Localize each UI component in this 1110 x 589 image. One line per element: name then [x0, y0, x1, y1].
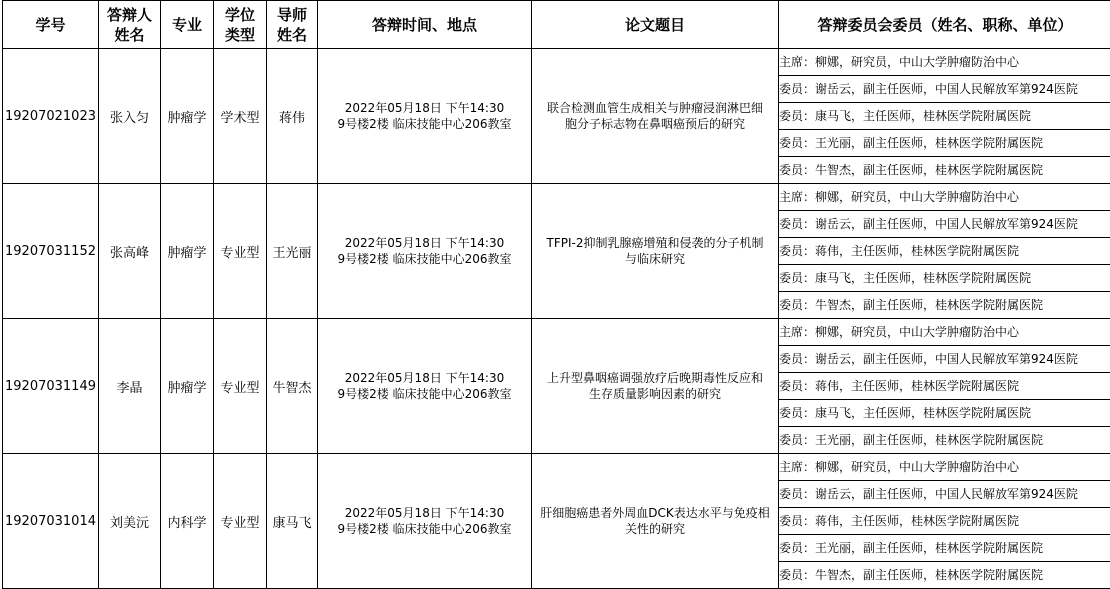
thesis-title-line1: 联合检测血管生成相关与肿瘤浸润淋巴细: [532, 100, 778, 116]
student-name-cell: 刘美沅: [99, 454, 161, 589]
header-degree: [214, 1, 267, 49]
degree-type-cell: 学术型: [214, 49, 267, 184]
committee-member-cell: 委员：康马飞，主任医师，桂林医学院附属医院: [779, 265, 1110, 292]
committee-member-cell: 委员：谢岳云，副主任医师，中国人民解放军第924医院: [779, 346, 1110, 373]
header-name-line2: 姓名: [99, 25, 160, 45]
committee-member-cell: 委员：王光丽，副主任医师，桂林医学院附属医院: [779, 130, 1110, 157]
advisor-cell: 蒋伟: [267, 49, 318, 184]
committee-member-cell: 委员：蒋伟，主任医师，桂林医学院附属医院: [779, 238, 1110, 265]
table-row: [3, 454, 1110, 481]
committee-member-cell: 委员：康马飞，主任医师，桂林医学院附属医院: [779, 103, 1110, 130]
committee-member-cell: 委员：王光丽，副主任医师，桂林医学院附属医院: [779, 427, 1110, 454]
header-time-place: 答辩时间、地点: [318, 1, 532, 49]
committee-member-cell: 委员：牛智杰，副主任医师，桂林医学院附属医院: [779, 562, 1110, 589]
committee-member-cell: 委员：蒋伟，主任医师，桂林医学院附属医院: [779, 373, 1110, 400]
student-id-cell: 19207031152: [3, 184, 99, 319]
thesis-title-line1: 上升型鼻咽癌调强放疗后晚期毒性反应和: [532, 370, 778, 386]
major-cell: 肿瘤学: [161, 49, 214, 184]
committee-member-cell: 主席：柳娜，研究员，中山大学肿瘤防治中心: [779, 49, 1110, 76]
committee-member-cell: 委员：牛智杰，副主任医师，桂林医学院附属医院: [779, 292, 1110, 319]
student-id-cell: 19207031014: [3, 454, 99, 589]
student-id-cell: 19207031149: [3, 319, 99, 454]
student-id-cell: 19207021023: [3, 49, 99, 184]
thesis-title-cell: [532, 49, 779, 184]
table-row: [3, 319, 1110, 346]
committee-member-cell: 委员：蒋伟，主任医师，桂林医学院附属医院: [779, 508, 1110, 535]
header-advisor-line1: 导师: [267, 5, 317, 25]
committee-member-cell: 委员：牛智杰，副主任医师，桂林医学院附属医院: [779, 157, 1110, 184]
header-advisor-line2: 姓名: [267, 25, 317, 45]
defense-place: 9号楼2楼 临床技能中心206教室: [318, 251, 531, 267]
defense-place: 9号楼2楼 临床技能中心206教室: [318, 521, 531, 537]
time-place-cell: [318, 454, 532, 589]
committee-member-cell: 委员：谢岳云，副主任医师，中国人民解放军第924医院: [779, 481, 1110, 508]
thesis-title-line2: 生存质量影响因素的研究: [532, 386, 778, 402]
header-major: 专业: [161, 1, 214, 49]
defense-time: 2022年05月18日 下午14:30: [318, 505, 531, 521]
advisor-cell: 康马飞: [267, 454, 318, 589]
header-advisor: [267, 1, 318, 49]
defense-place: 9号楼2楼 临床技能中心206教室: [318, 386, 531, 402]
time-place-cell: [318, 49, 532, 184]
time-place-cell: [318, 184, 532, 319]
thesis-title-line2: 胞分子标志物在鼻咽癌预后的研究: [532, 116, 778, 132]
committee-member-cell: 委员：谢岳云，副主任医师，中国人民解放军第924医院: [779, 211, 1110, 238]
header-name-line1: 答辩人: [99, 5, 160, 25]
defense-schedule-table: [2, 0, 1110, 589]
student-name-cell: 李晶: [99, 319, 161, 454]
time-place-cell: [318, 319, 532, 454]
header-name: [99, 1, 161, 49]
degree-type-cell: 专业型: [214, 319, 267, 454]
student-name-cell: 张高峰: [99, 184, 161, 319]
committee-member-cell: 主席：柳娜，研究员，中山大学肿瘤防治中心: [779, 319, 1110, 346]
advisor-cell: 王光丽: [267, 184, 318, 319]
thesis-title-cell: [532, 184, 779, 319]
degree-type-cell: 专业型: [214, 454, 267, 589]
header-thesis: 论文题目: [532, 1, 779, 49]
thesis-title-line1: 肝细胞癌患者外周血DCK表达水平与免疫相: [532, 505, 778, 521]
degree-type-cell: 专业型: [214, 184, 267, 319]
header-committee: 答辩委员会委员（姓名、职称、单位）: [779, 1, 1110, 49]
header-degree-line2: 类型: [214, 25, 266, 45]
defense-time: 2022年05月18日 下午14:30: [318, 370, 531, 386]
thesis-title-cell: [532, 454, 779, 589]
header-student-id: 学号: [3, 1, 99, 49]
thesis-title-cell: [532, 319, 779, 454]
defense-time: 2022年05月18日 下午14:30: [318, 235, 531, 251]
major-cell: 肿瘤学: [161, 319, 214, 454]
defense-time: 2022年05月18日 下午14:30: [318, 100, 531, 116]
table-body: [3, 49, 1110, 589]
major-cell: 肿瘤学: [161, 184, 214, 319]
header-degree-line1: 学位: [214, 5, 266, 25]
thesis-title-line2: 关性的研究: [532, 521, 778, 537]
major-cell: 内科学: [161, 454, 214, 589]
student-name-cell: 张入匀: [99, 49, 161, 184]
defense-place: 9号楼2楼 临床技能中心206教室: [318, 116, 531, 132]
thesis-title-line2: 与临床研究: [532, 251, 778, 267]
committee-member-cell: 委员：康马飞，主任医师，桂林医学院附属医院: [779, 400, 1110, 427]
committee-member-cell: 委员：王光丽，副主任医师，桂林医学院附属医院: [779, 535, 1110, 562]
committee-member-cell: 委员：谢岳云，副主任医师，中国人民解放军第924医院: [779, 76, 1110, 103]
table-row: [3, 184, 1110, 211]
committee-member-cell: 主席：柳娜，研究员，中山大学肿瘤防治中心: [779, 454, 1110, 481]
advisor-cell: 牛智杰: [267, 319, 318, 454]
header-row: [3, 1, 1110, 49]
committee-member-cell: 主席：柳娜，研究员，中山大学肿瘤防治中心: [779, 184, 1110, 211]
table-row: [3, 49, 1110, 76]
thesis-title-line1: TFPI-2抑制乳腺癌增殖和侵袭的分子机制: [532, 235, 778, 251]
